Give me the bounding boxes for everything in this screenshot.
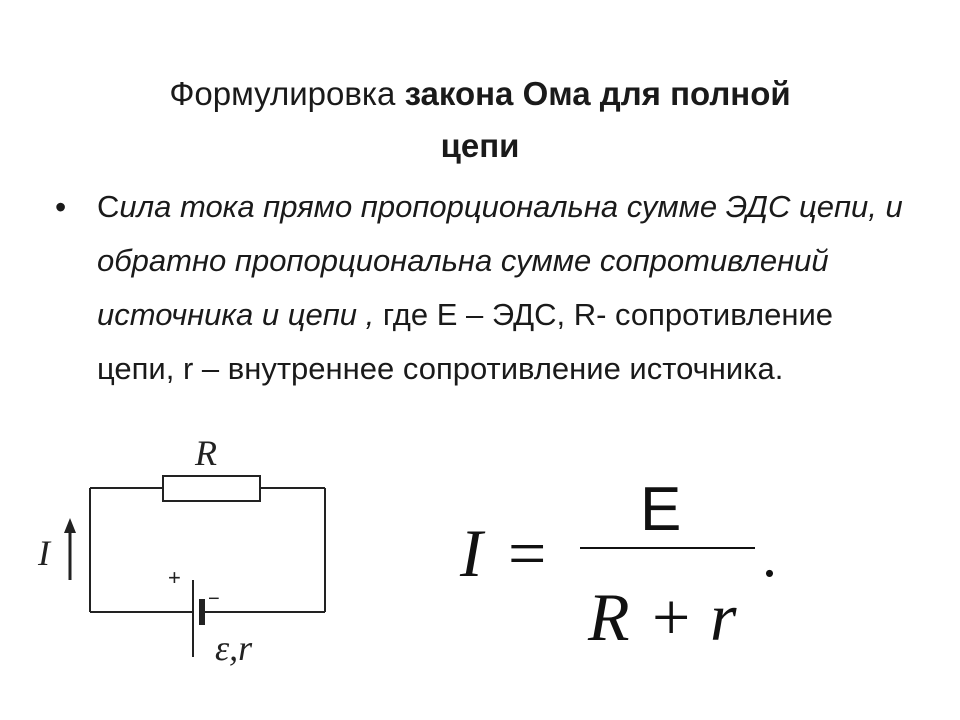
formula-denominator-plus: + [652, 579, 691, 655]
title-normal-text: Формулировка [169, 75, 405, 112]
formula-period: . [762, 523, 777, 589]
resistor [163, 476, 260, 501]
circuit-diagram [0, 425, 380, 715]
bullet-italic-text: ила тока прямо пропорциональна сумме ЭДС цепи, и обратно пропорциональна сумме сопротивлений источника и цепи , [97, 189, 903, 332]
current-label: I [38, 533, 50, 573]
battery-minus-sign: − [208, 588, 220, 610]
list-item [55, 180, 905, 423]
bullet-marker: • [55, 189, 67, 225]
formula-denominator-r: r [710, 579, 737, 655]
formula-numerator: Е [640, 475, 682, 544]
emf-label: ε,r [215, 628, 253, 668]
bullet-list [55, 180, 905, 423]
bullet-start-letter: С [97, 189, 120, 224]
resistor-label: R [195, 433, 217, 473]
formula-equals: = [508, 515, 547, 591]
slide-title [40, 68, 920, 172]
bullet-text [97, 180, 905, 423]
ohm-formula [440, 440, 820, 660]
battery-plus-sign: + [168, 565, 181, 590]
title-bold-text: закона Ома для полной [404, 75, 791, 112]
bullet-plain-text: где Е – ЭДС, R- сопротивление цепи, r – внутреннее сопротивление источника. [97, 297, 833, 386]
formula-lhs: I [460, 515, 483, 591]
current-arrow-head-icon [64, 518, 76, 533]
formula-denominator-R: R [588, 579, 630, 655]
title-bold-text-line2: цепи [440, 127, 520, 164]
